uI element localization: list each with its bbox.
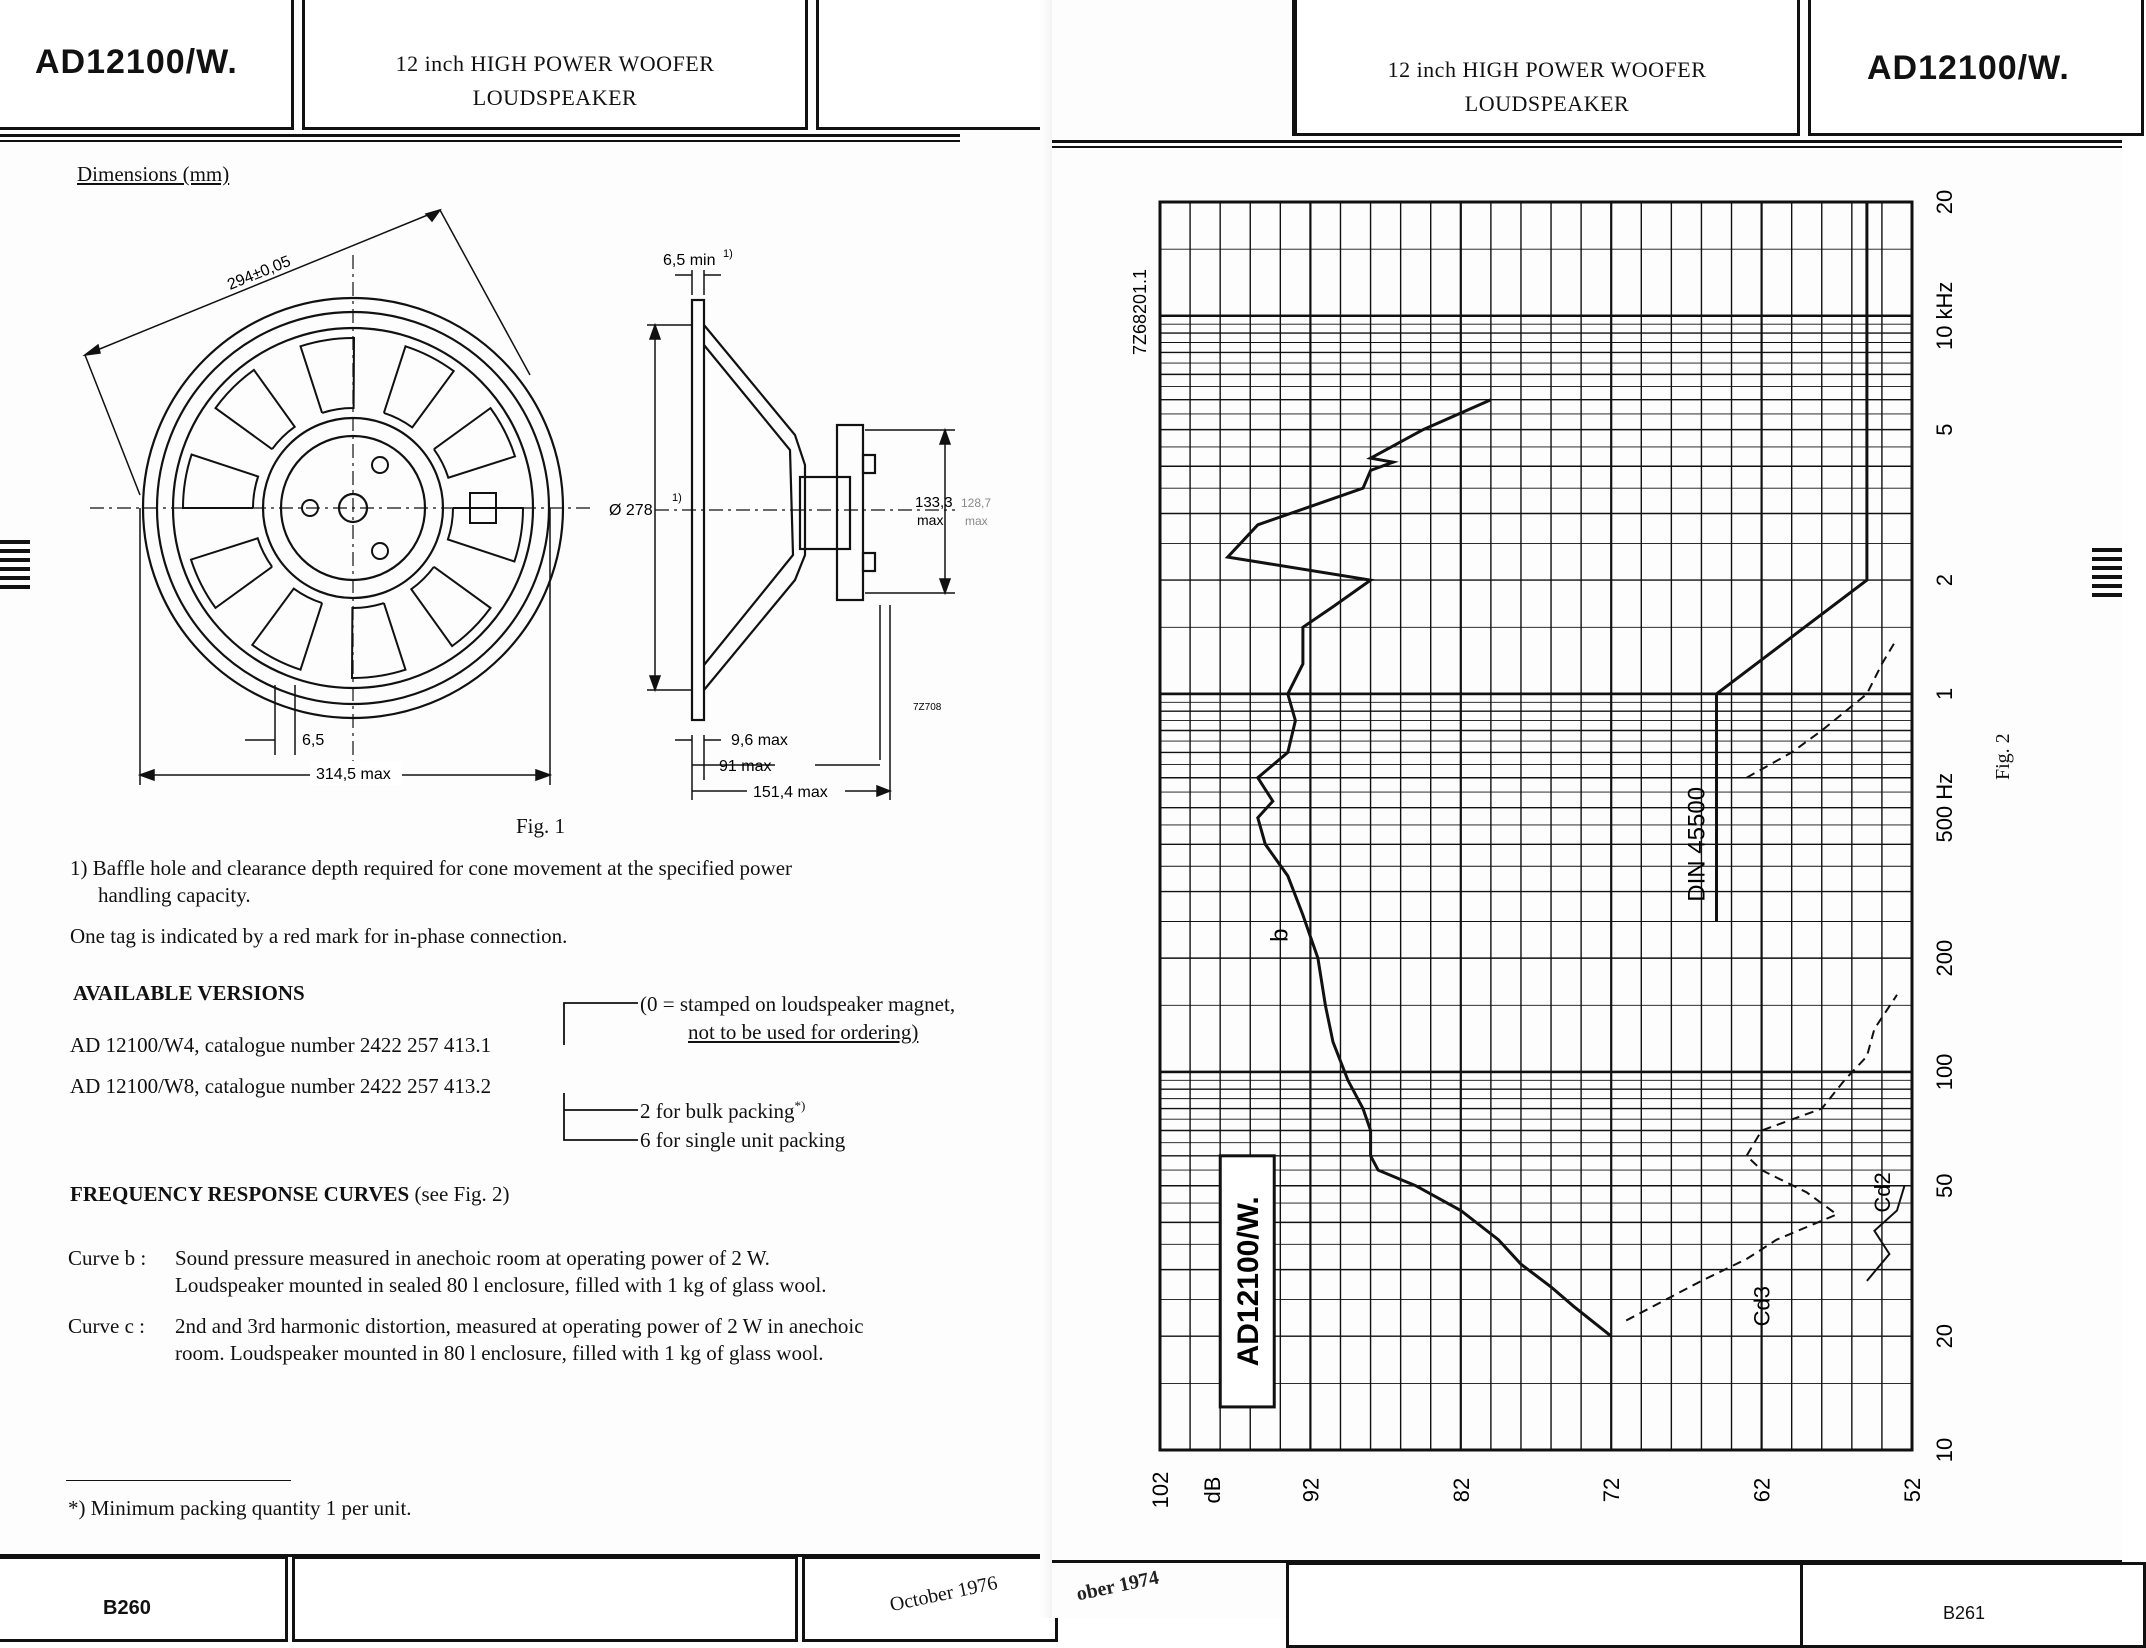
freq-tick-label: 2 <box>1932 573 1957 587</box>
dim-9-6: 9,6 max <box>731 732 788 749</box>
freq-heading-ref: (see Fig. 2) <box>414 1182 510 1206</box>
bracket-bulk-text: 2 for bulk packing <box>640 1099 795 1123</box>
db-tick-label: 52 <box>1900 1477 1925 1503</box>
dimensions-heading: Dimensions (mm) <box>77 162 230 186</box>
chart-model-label: AD12100/W. <box>1232 1196 1266 1367</box>
chart-ref-code: 7Z68201.1 <box>1130 268 1150 356</box>
din-45500-label: DIN 45500 <box>1683 786 1711 902</box>
curve-cd3-tag: Cd3 <box>1749 1286 1775 1327</box>
dim-128-7: 128,7 <box>961 496 992 510</box>
right-header-rule <box>1052 140 2122 143</box>
note1-line1: 1) Baffle hole and clearance depth required for cone movement at the specified power <box>70 856 793 880</box>
curve-b-line2: Loudspeaker mounted in sealed 80 l enclosure, filled with 1 kg of glass wool. <box>175 1273 827 1297</box>
left-page <box>0 0 1050 1618</box>
frame-window <box>252 589 322 670</box>
left-title-box <box>302 0 808 130</box>
curve-c-label: Curve c : <box>68 1314 145 1338</box>
right-page <box>1052 0 2122 1623</box>
freq-tick-label: 5 <box>1932 423 1957 436</box>
freq-tick-label: 200 <box>1932 939 1957 977</box>
bracket-bulk-sup: *) <box>794 1098 806 1113</box>
left-title-line1: 12 inch HIGH POWER WOOFER <box>395 51 715 76</box>
dim-314-5: 314,5 max <box>316 766 391 783</box>
curve-b-line1: Sound pressure measured in anechoic room at operating power of 2 W. <box>175 1246 770 1270</box>
dim-294: 294±0,05 <box>225 252 294 294</box>
freq-heading: FREQUENCY RESPONSE CURVES <box>70 1182 410 1206</box>
left-header-rule-2 <box>0 140 960 142</box>
footer-date: October 1976 <box>887 1571 1000 1617</box>
curve-c-line2: room. Loudspeaker mounted in 80 l enclosure, filled with 1 kg of glass wool. <box>175 1341 824 1365</box>
right-edge-marks <box>2092 548 2122 602</box>
side-view-drawing <box>609 235 1015 815</box>
fig1-caption: Fig. 1 <box>516 814 566 838</box>
freq-tick-label: 10 <box>1932 1437 1957 1463</box>
frame-window <box>216 370 295 449</box>
right-model-code: AD12100/W. <box>1867 49 2070 87</box>
left-edge-marks <box>0 540 30 594</box>
left-footer-box-1 <box>0 1556 288 1642</box>
freq-tick-label: 20 <box>1932 189 1957 215</box>
right-footer-box-2 <box>1800 1562 2146 1648</box>
frame-window <box>301 338 355 413</box>
left-model-code: AD12100/W. <box>35 43 238 81</box>
freq-tick-label: 100 <box>1932 1053 1957 1091</box>
right-title-box <box>1294 0 1800 136</box>
freq-tick-label: 10 kHz <box>1932 281 1957 351</box>
frame-window <box>411 567 490 646</box>
bracket-note-line1: (0 = stamped on loudspeaker magnet, <box>640 992 956 1016</box>
series-b <box>1228 400 1612 1336</box>
dim-max-2: max <box>965 514 988 528</box>
footnote: *) Minimum packing quantity 1 per unit. <box>68 1496 412 1520</box>
tag-note: One tag is indicated by a red mark for in-phase connection. <box>70 924 568 948</box>
right-title-line2: LOUDSPEAKER <box>1464 91 1630 116</box>
page-number-b261: B261 <box>1943 1603 1986 1623</box>
left-footer-box-3 <box>802 1556 1058 1642</box>
page-number-b260: B260 <box>103 1597 151 1619</box>
dim-133-3: 133,3 <box>915 494 953 511</box>
left-footer-box-2 <box>292 1556 798 1642</box>
fig2-caption: Fig. 2 <box>1992 733 2014 780</box>
freq-heading-row <box>70 1182 510 1207</box>
chart-annotations <box>1220 787 1895 1407</box>
frame-window <box>434 408 515 478</box>
db-tick-label: 92 <box>1298 1477 1324 1503</box>
note1-line2: handling capacity. <box>98 883 251 907</box>
db-tick-label: 62 <box>1749 1477 1775 1503</box>
version-bracket <box>560 995 640 1145</box>
curve-c-line1: 2nd and 3rd harmonic distortion, measured at operating power of 2 W in anechoic <box>175 1314 864 1338</box>
dim-6-5-min: 6,5 min <box>663 252 716 269</box>
freq-tick-label: 50 <box>1932 1173 1957 1198</box>
dim-91: 91 max <box>719 758 772 775</box>
freq-tick-label: 500 Hz <box>1932 772 1957 843</box>
db-axis-label: dB <box>1200 1476 1225 1504</box>
frame-window <box>183 455 258 509</box>
dim-6-5: 6,5 <box>302 732 325 749</box>
db-tick-label: 72 <box>1599 1477 1625 1503</box>
freq-tick-label: 1 <box>1932 687 1957 700</box>
footnote-rule <box>66 1480 291 1481</box>
frame-window <box>384 346 454 427</box>
bracket-note-line2: not to be used for ordering) <box>688 1020 919 1044</box>
frame-window <box>191 538 272 608</box>
freq-tick-label: 20 <box>1932 1323 1957 1349</box>
dim-278: Ø 278 <box>609 502 653 519</box>
bracket-bulk <box>640 1098 805 1124</box>
frame-window <box>352 603 406 678</box>
front-view-drawing <box>70 195 590 805</box>
right-title-line1: 12 inch HIGH POWER WOOFER <box>1387 57 1707 82</box>
versions-heading: AVAILABLE VERSIONS <box>73 981 305 1005</box>
gutter-date: ober 1974 <box>1074 1566 1161 1606</box>
curve-b-label: Curve b : <box>68 1246 147 1270</box>
right-footer-box-1 <box>1286 1562 1806 1648</box>
db-tick-label: 102 <box>1148 1471 1173 1509</box>
chart-series <box>1228 202 1905 1336</box>
version-w8: AD 12100/W8, catalogue number 2422 257 413.2 <box>70 1074 492 1098</box>
curve-cd2-tag: Cd2 <box>1869 1172 1895 1213</box>
db-tick-label: 82 <box>1448 1477 1474 1503</box>
left-code-box <box>0 0 294 130</box>
frame-window <box>448 508 523 562</box>
left-title-line2: LOUDSPEAKER <box>472 85 638 110</box>
left-header-rule <box>0 134 960 137</box>
right-header-rule-2 <box>1052 146 2122 148</box>
dim-278-sup: 1) <box>672 492 682 504</box>
dim-151-4: 151,4 max <box>753 784 828 801</box>
right-code-box <box>1808 0 2144 136</box>
drawing-ref: 7Z708 <box>913 702 942 713</box>
bracket-single: 6 for single unit packing <box>640 1128 846 1152</box>
version-w4: AD 12100/W4, catalogue number 2422 257 413.1 <box>70 1033 492 1057</box>
left-blank-box <box>816 0 1072 130</box>
frequency-response-chart <box>1052 150 2082 1550</box>
dim-6-5-min-sup: 1) <box>723 248 733 260</box>
dim-max-1: max <box>917 512 944 528</box>
curve-b-tag: b <box>1266 928 1294 942</box>
